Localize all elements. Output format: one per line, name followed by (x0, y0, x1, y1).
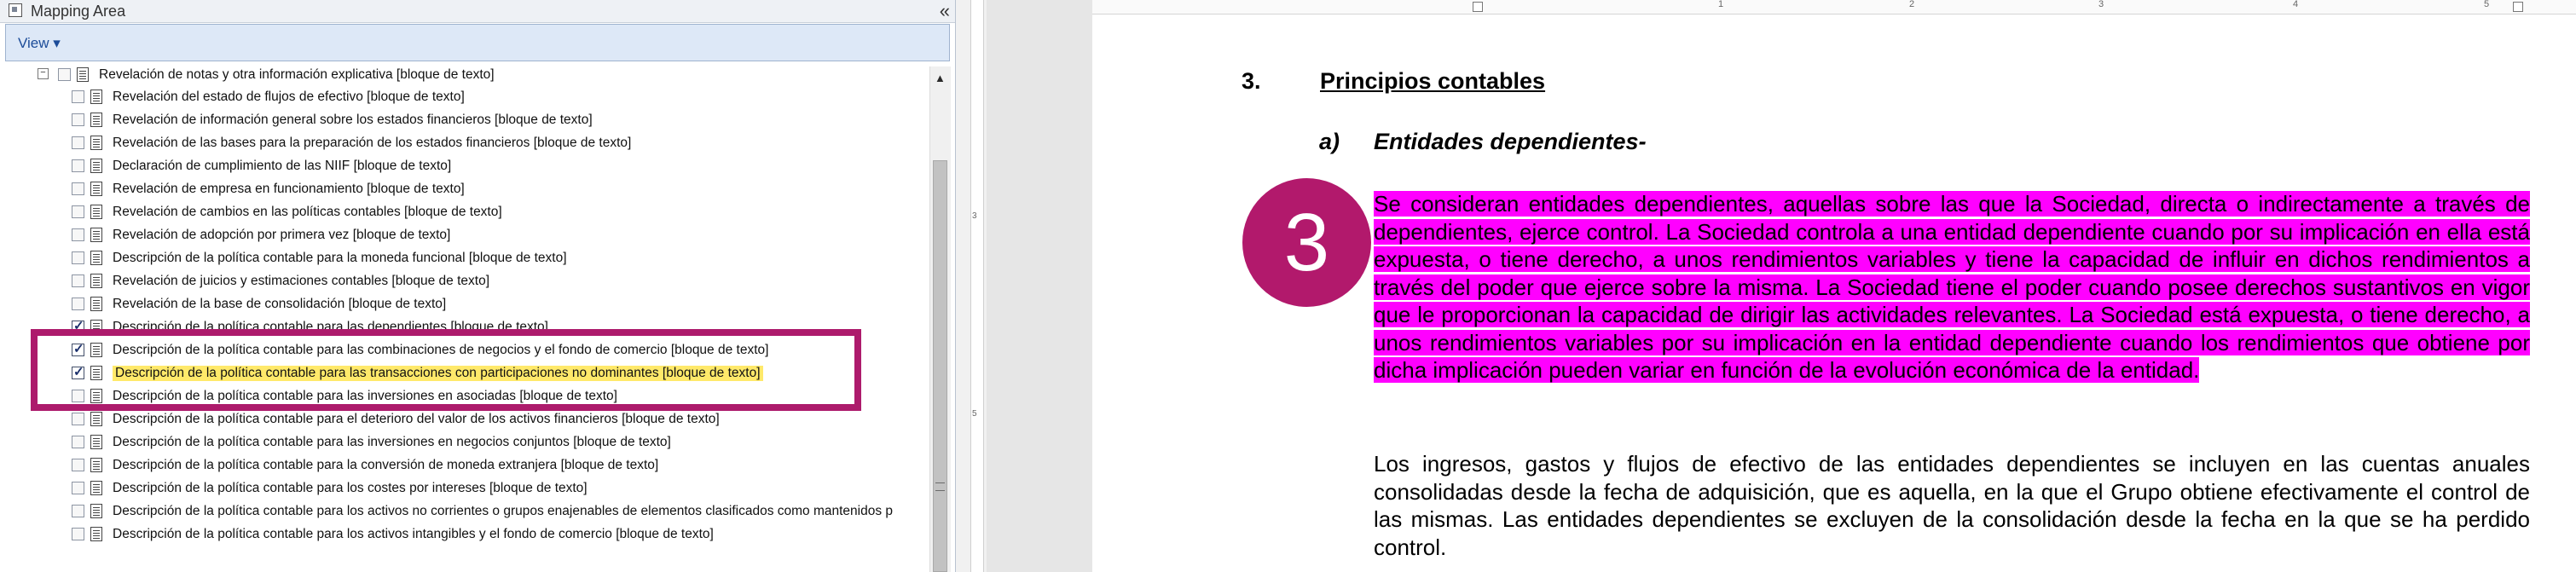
tree-item-label: Descripción de la política contable para las dependientes [bloque de texto] (113, 320, 548, 334)
tree-checkbox[interactable] (72, 436, 84, 448)
tree-item-row[interactable] (5, 248, 926, 271)
tree-checkbox[interactable] (72, 528, 84, 540)
tree-item-row[interactable] (5, 271, 926, 294)
tree-item-label: Revelación del estado de flujos de efectivo [bloque de texto] (113, 90, 465, 104)
document-icon (90, 458, 102, 472)
tree-checkbox[interactable] (72, 413, 84, 425)
highlighted-text: Se consideran entidades dependientes, aquellas sobre las que la Sociedad, directa o indirectamente a través de dependientes, ejerce control. La Sociedad controla a una entidad dependiente cuando por su implicación en ella está expuesta, o tiene derecho, a unos rendimientos variables y tiene la capacidad de influir en dichos rendimientos a través del poder que ejerce sobre la misma. La Sociedad tiene el poder cuando posee derechos sustantivos en vigor que le proporcionan la capacidad de dirigir las actividades relevantes. La Sociedad está expuesta, o tiene derecho, a unos rendimientos variables por su implicación en la entidad dependiente cuando los rendimientos que obtiene por dicha implicación pueden variar en función de la evolución económica de la entidad. (1374, 191, 2530, 383)
tree-item-label: Descripción de la política contable para el deterioro del valor de los activos financieros [bloque de texto] (113, 412, 720, 426)
tree-item-label: Revelación de juicios y estimaciones contables [bloque de texto] (113, 274, 490, 288)
tree-item-label: Revelación de notas y otra información explicativa [bloque de texto] (99, 67, 495, 82)
tree-item-row[interactable] (5, 225, 926, 248)
document-icon (90, 228, 102, 242)
tree-item-row[interactable] (5, 87, 926, 110)
hruler-number: 4 (2293, 0, 2299, 9)
tree-checkbox[interactable] (72, 459, 84, 471)
document-icon (90, 159, 102, 173)
tree-item-label: Descripción de la política contable para la conversión de moneda extranjera [bloque de texto] (113, 458, 659, 472)
tree-checkbox[interactable] (72, 228, 84, 241)
right-indent-marker-icon[interactable] (2513, 2, 2523, 12)
subsection-heading (1319, 129, 1647, 155)
tree-checkbox[interactable] (72, 136, 84, 149)
indent-marker-icon[interactable] (1473, 2, 1483, 12)
tree-checkbox[interactable] (72, 298, 84, 310)
tree-item-label: Revelación de adopción por primera vez [bloque de texto] (113, 228, 451, 242)
tree-checkbox[interactable] (72, 205, 84, 218)
heading-text: Principios contables (1320, 68, 1546, 94)
tree-item-row[interactable] (5, 432, 926, 455)
document-page[interactable] (1092, 0, 2576, 572)
vruler-number: 3 (972, 211, 977, 221)
taxonomy-tree[interactable] (5, 66, 926, 572)
document-icon (90, 504, 102, 518)
tree-item-label: Revelación de empresa en funcionamiento [bloque de texto] (113, 182, 465, 196)
tree-checkbox[interactable] (58, 68, 71, 81)
selection-highlight-box (31, 329, 861, 411)
highlighted-paragraph[interactable] (1374, 190, 2530, 384)
document-icon (90, 274, 102, 288)
vertical-scrollbar[interactable] (929, 66, 951, 572)
panel-titlebar (0, 0, 955, 23)
double-chevron-left-icon[interactable]: « (939, 0, 950, 21)
tree-item-label: Descripción de la política contable para las inversiones en asociadas [bloque de texto] (113, 389, 617, 403)
tree-item-label: Declaración de cumplimiento de las NIIF [bloque de texto] (113, 159, 452, 173)
tree-item-row[interactable] (5, 501, 926, 524)
tree-parent-row[interactable] (5, 66, 926, 88)
tree-item-label: Revelación de la base de consolidación [bloque de texto] (113, 297, 447, 311)
document-icon (77, 67, 89, 82)
document-icon (90, 297, 102, 311)
tree-item-label: Descripción de la política contable para los costes por intereses [bloque de texto] (113, 481, 588, 495)
tree-checkbox[interactable] (72, 274, 84, 287)
tree-item-row[interactable] (5, 478, 926, 501)
tree-item-row[interactable] (5, 179, 926, 202)
tree-item-label: Revelación de cambios en las políticas contables [bloque de texto] (113, 205, 502, 219)
tree-item-row[interactable] (5, 110, 926, 133)
tree-item-label: Revelación de información general sobre los estados financieros [bloque de texto] (113, 113, 593, 127)
document-icon (90, 481, 102, 495)
horizontal-ruler (1092, 0, 2576, 14)
document-icon (90, 205, 102, 219)
tree-item-label: Descripción de la política contable para las combinaciones de negocios y el fondo de comercio [bloque de texto] (113, 343, 769, 357)
tree-checkbox[interactable] (72, 159, 84, 172)
document-icon (90, 435, 102, 449)
document-icon (90, 251, 102, 265)
panel-title: Mapping Area (31, 3, 126, 20)
subsection-text: Entidades dependientes- (1374, 129, 1647, 154)
collapse-toggle-icon[interactable]: − (38, 68, 49, 79)
document-icon (90, 113, 102, 127)
tree-item-label: Revelación de las bases para la preparación de los estados financieros [bloque de texto] (113, 136, 632, 150)
document-icon (90, 90, 102, 104)
tree-item-label: Descripción de la política contable para las inversiones en negocios conjuntos [bloque de texto] (113, 435, 671, 449)
vruler-number: 5 (972, 409, 977, 419)
tree-checkbox[interactable] (72, 182, 84, 195)
scroll-up-arrow-icon[interactable]: ▲ (935, 72, 946, 84)
tree-item-row[interactable] (5, 202, 926, 225)
mapping-area-panel (0, 0, 956, 572)
panel-toolbar (5, 24, 950, 61)
tree-item-label: Descripción de la política contable para la moneda funcional [bloque de texto] (113, 251, 567, 265)
subsection-letter: a) (1319, 129, 1340, 154)
callout-number-badge: 3 (1242, 178, 1371, 307)
tree-checkbox[interactable] (72, 90, 84, 103)
tree-item-row[interactable] (5, 133, 926, 156)
section-heading (1242, 68, 1545, 95)
scrollbar-grip-icon (935, 482, 945, 491)
tree-item-row[interactable] (5, 294, 926, 317)
view-menu-button[interactable]: View ▾ (18, 35, 61, 51)
document-icon (90, 412, 102, 426)
hruler-number: 3 (2098, 0, 2104, 9)
document-viewport (987, 0, 2576, 572)
tree-item-row[interactable] (5, 524, 926, 547)
tree-checkbox[interactable] (72, 505, 84, 517)
document-icon (90, 136, 102, 150)
tree-item-label: Descripción de la política contable para las transacciones con participaciones no dominantes [bloque de texto] (113, 366, 763, 381)
heading-number: 3. (1242, 68, 1261, 94)
hruler-number: 2 (1909, 0, 1915, 9)
body-paragraph[interactable]: Los ingresos, gastos y flujos de efectivo de las entidades dependientes se incluyen en las cuentas anuales consolidadas desde la fecha de adquisición, que es aquella, en la que el Grupo obtiene efectivamente el control de las mismas. Las entidades dependientes se excluyen de la consolidación desde la fecha en la que se ha perdido control. (1374, 451, 2530, 560)
tree-checkbox[interactable] (72, 113, 84, 126)
hruler-number: 1 (1718, 0, 1724, 9)
tree-checkbox[interactable] (72, 482, 84, 494)
tree-item-row[interactable] (5, 455, 926, 478)
document-icon (90, 182, 102, 196)
tree-item-label: Descripción de la política contable para los activos no corrientes o grupos enajenables de elementos clasificados como mantenidos p (113, 504, 894, 518)
document-icon (90, 527, 102, 541)
tree-item-label: Descripción de la política contable para los activos intangibles y el fondo de comercio [bloque de texto] (113, 527, 714, 541)
tree-checkbox[interactable] (72, 251, 84, 264)
tree-item-row[interactable] (5, 409, 926, 432)
scrollbar-thumb[interactable] (933, 160, 947, 572)
hruler-number: 5 (2484, 0, 2490, 9)
vertical-ruler (970, 0, 984, 572)
panel-window-icon (9, 3, 22, 17)
tree-item-row[interactable] (5, 156, 926, 179)
